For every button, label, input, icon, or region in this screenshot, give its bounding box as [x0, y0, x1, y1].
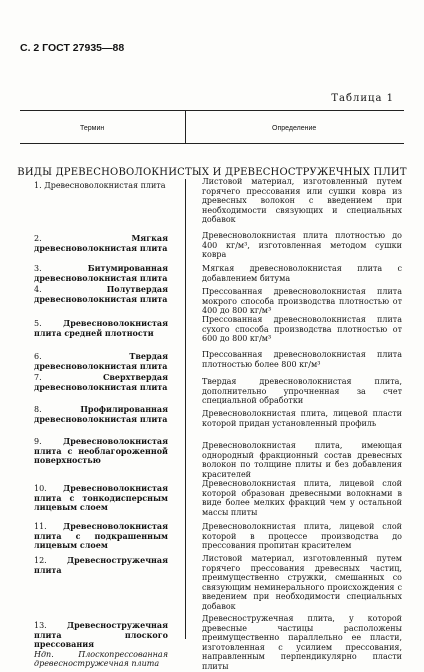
term-cell	[34, 319, 168, 338]
definition-cell: Древесноволокнистая плита, лицевой слой которой образован древесными волокнами в виде более мелких фракций чем у остальной массы плиты	[202, 479, 402, 517]
term-cell	[34, 437, 168, 466]
term-name: Древесностружечная плита плоского прессования	[34, 620, 168, 650]
term-number: 11.	[34, 522, 47, 531]
column-header-term: Термин	[80, 125, 105, 132]
term-name: Мягкая древесноволокнистая плита	[34, 233, 168, 253]
definition-cell: Прессованная древесноволокнистая плита плотностью более 800 кг/м³	[202, 350, 402, 369]
term-number: 1.	[34, 181, 42, 190]
term-number: 5.	[34, 319, 42, 328]
deprecated-term-note: Ндп. Плоскопрессованная древесностружечная плита	[34, 649, 168, 669]
page-header: С. 2 ГОСТ 27935—88	[20, 42, 125, 54]
definition-cell: Листовой материал, изготовленный путем горячего прессования древесных частиц, преимущественно стружки, смешанных со связующим неминерального происхождения с введением при необходимости специальных добавок	[202, 554, 402, 611]
term-number: 4.	[34, 285, 42, 294]
term-cell	[34, 405, 168, 424]
column-header-definition: Определение	[272, 125, 317, 132]
term-cell	[34, 285, 168, 304]
term-name: Твердая древесноволокнистая плита	[34, 351, 168, 371]
term-number: 8.	[34, 405, 42, 414]
term-number: 3.	[34, 264, 42, 273]
definition-cell: Древесностружечная плита, у которой древесные частицы расположены преимущественно параллельно ее пласти, изготовленная с усилием прессования, направленным перпендикулярно пласти плиты	[202, 614, 402, 671]
term-name: Древесноволокнистая плита с необлагороженной поверхностью	[34, 436, 168, 466]
term-name: Древесноволокнистая плита	[44, 181, 166, 190]
term-cell	[34, 373, 168, 392]
table-label: Таблица 1	[331, 93, 394, 104]
definition-cell: Древесноволокнистая плита, лицевой слой которой в процессе производства до прессования пропитан красителем	[202, 522, 402, 551]
table-top-rule	[20, 110, 404, 111]
term-name: Профилированная древесноволокнистая плита	[34, 404, 168, 424]
term-cell	[34, 181, 168, 191]
term-number: 12.	[34, 556, 47, 565]
term-cell	[34, 234, 168, 253]
body-column-divider	[185, 179, 186, 639]
term-name: Древесноволокнистая плита с тонкодисперсным лицевым слоем	[34, 483, 168, 513]
header-column-divider	[185, 110, 186, 144]
term-number: 10.	[34, 484, 47, 493]
term-number: 9.	[34, 437, 42, 446]
term-number: 7.	[34, 373, 42, 382]
term-name: Битумированная древесноволокнистая плита	[34, 263, 168, 283]
term-cell	[34, 621, 168, 669]
definition-cell: Древесноволокнистая плита плотностью до 400 кг/м³, изготовленная методом сушки ковра	[202, 231, 402, 260]
term-name: Древесноволокнистая плита с подкрашенным лицевым слоем	[34, 521, 168, 551]
term-number: 6.	[34, 352, 42, 361]
term-number: 13.	[34, 621, 47, 630]
term-cell	[34, 522, 168, 551]
term-cell	[34, 556, 168, 575]
definition-cell: Прессованная древесноволокнистая плита сухого способа производства плотностью от 600 до 800 кг/м³	[202, 315, 402, 344]
term-cell	[34, 264, 168, 283]
definition-cell: Прессованная древесноволокнистая плита мокрого способа производства плотностью от 400 до 800 кг/м³	[202, 287, 402, 316]
term-number: 2.	[34, 234, 42, 243]
section-title: ВИДЫ ДРЕВЕСНОВОЛОКНИСТЫХ И ДРЕВЕСНОСТРУЖЕЧНЫХ ПЛИТ	[17, 167, 407, 178]
term-name: Полутвердая древесноволокнистая плита	[34, 284, 168, 304]
definition-cell: Древесноволокнистая плита, лицевой пласти которой придан установленный профиль	[202, 409, 402, 428]
definition-cell: Древесноволокнистая плита, имеющая однородный фракционный состав древесных волокон по толщине плиты и без добавления красителей	[202, 441, 402, 479]
term-name: Древесностружечная плита	[34, 555, 168, 575]
term-cell	[34, 484, 168, 513]
header-bottom-rule	[20, 143, 404, 144]
term-name: Сверхтвердая древесноволокнистая плита	[34, 372, 168, 392]
definition-cell: Листовой материал, изготовленный путем горячего прессования или сушки ковра из древесных волокон с введением при необходимости связующих и специальных добавок	[202, 177, 402, 225]
term-cell	[34, 352, 168, 371]
term-name: Древесноволокнистая плита средней плотности	[34, 318, 168, 338]
definition-cell: Мягкая древесноволокнистая плита с добавлением битума	[202, 264, 402, 283]
definition-cell: Твердая древесноволокнистая плита, дополнительно упрочненная за счет специальной обработки	[202, 377, 402, 406]
